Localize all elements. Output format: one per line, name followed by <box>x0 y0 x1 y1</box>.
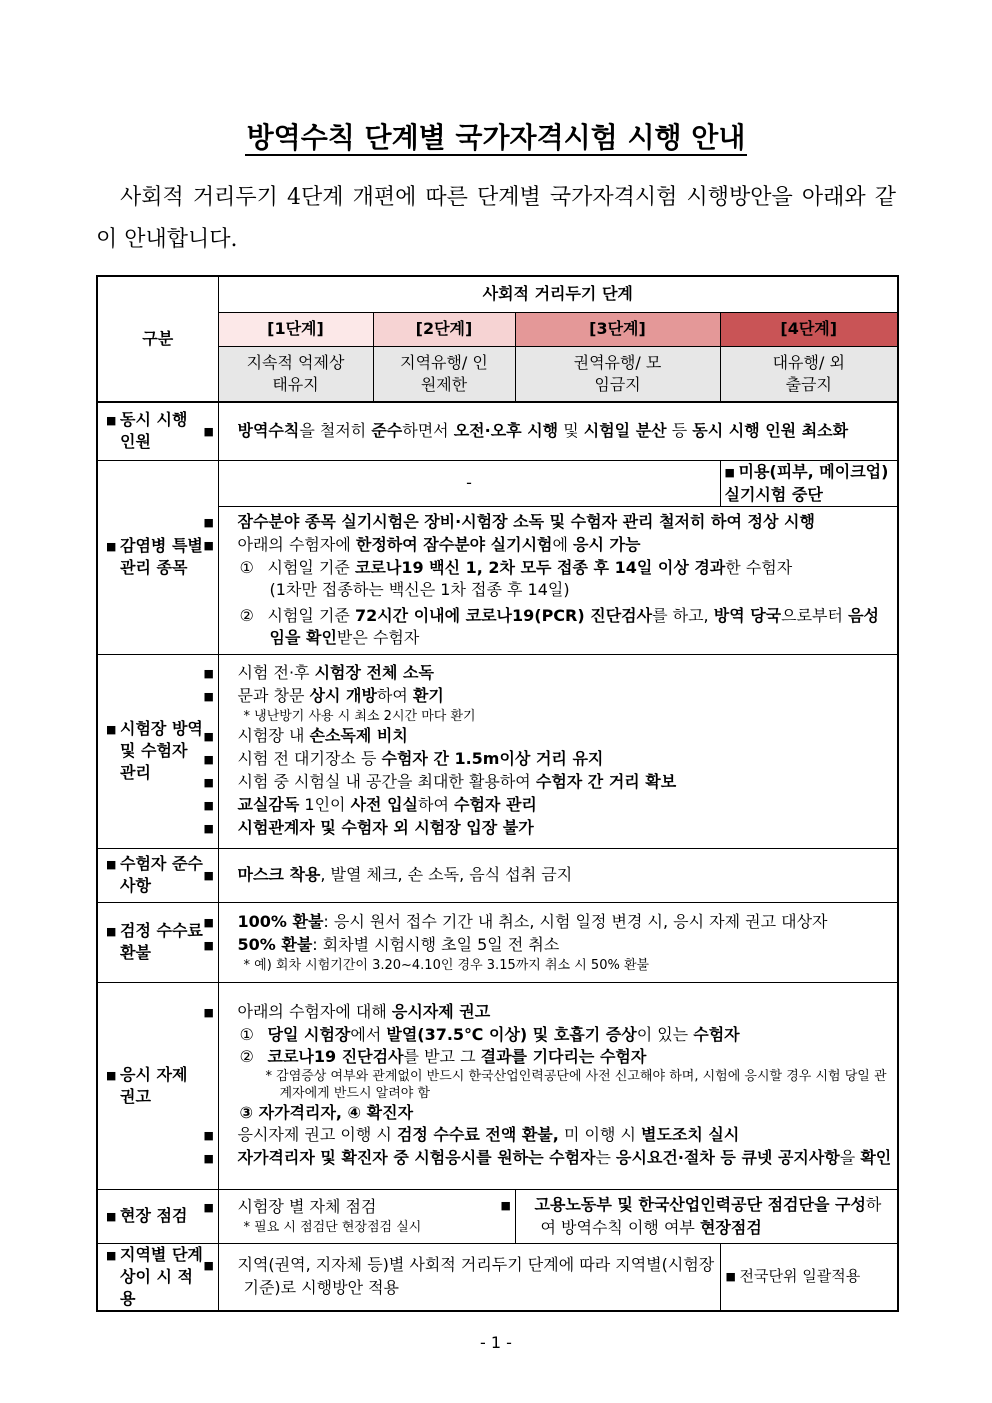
n2d: 방역 당국 <box>713 606 782 625</box>
venue-line-c <box>203 725 893 748</box>
n1c: 한 수험자 <box>725 558 793 577</box>
b3: 하여 <box>376 686 413 705</box>
b1: 전국단위 일괄적용 <box>739 1267 861 1285</box>
n1d: 이 있는 <box>636 1025 694 1044</box>
stage-1-label: [1단계] <box>218 312 373 346</box>
square-bullet-icon: ■ <box>106 540 117 553</box>
stage-4-desc <box>720 346 898 402</box>
document-title <box>0 116 992 156</box>
row-inspection <box>97 1189 898 1243</box>
b1: 응시자제 권고 이행 시 <box>237 1125 397 1144</box>
stage-2-desc <box>373 346 515 402</box>
a1: 100% 환불 <box>237 911 324 931</box>
infection-item-2 <box>224 605 893 649</box>
stage-2-label: [2단계] <box>373 312 515 346</box>
l2a: 아래의 수험자에 <box>237 535 356 554</box>
l2c: 에 <box>552 535 574 554</box>
e2: 수험자 간 거리 확보 <box>535 772 677 791</box>
inspection-official <box>500 1189 898 1243</box>
row-head-refund <box>97 902 218 982</box>
n1c: 발열(37.5℃ 이상) 및 호흡기 증상 <box>386 1025 637 1044</box>
n2: ② <box>239 1047 254 1066</box>
t4: 하면서 <box>402 420 454 440</box>
infection-stop <box>720 460 898 506</box>
b4: 환기 <box>412 686 444 705</box>
a1: 마스크 착용 <box>237 864 321 884</box>
document-title-text: 방역수칙 단계별 국가자격시험 시행 안내 <box>246 121 746 154</box>
row-head-infection <box>97 460 218 654</box>
regional-main-line <box>203 1254 715 1299</box>
infection-dash: - <box>218 460 720 506</box>
a2: 시험장 전체 소독 <box>314 663 434 682</box>
square-bullet-icon: ■ <box>203 822 214 835</box>
n2b: 72시간 이내에 코로나19(PCR) 진단검사 <box>354 606 653 625</box>
infection-item-1 <box>224 557 893 579</box>
f3: 사전 입실 <box>350 795 418 814</box>
row-head-venue <box>97 654 218 848</box>
c5: 확인 <box>860 1148 892 1167</box>
infection-line-1-text: 잠수분야 종목 실기시험은 장비·시험장 소독 및 수험자 관리 철저히 하여 정상 시행 <box>237 512 815 531</box>
square-bullet-icon: ■ <box>500 1198 511 1212</box>
f1: 교실감독 <box>237 795 300 814</box>
stage-4-label: [4단계] <box>720 312 898 346</box>
t9: 동시 시행 인원 최소화 <box>692 420 849 440</box>
c1: 시험장 내 <box>237 726 310 745</box>
row-infection-top <box>97 460 898 506</box>
f4: 하여 <box>418 795 454 814</box>
a1: 지역(권역, 지자체 등)별 사회적 거리두기 단계에 따라 지역별(시험장 기준)로 시행방안 적용 <box>237 1255 715 1297</box>
f5: 수험자 관리 <box>454 795 537 814</box>
t8: 등 <box>666 420 693 440</box>
row-venue <box>97 654 898 848</box>
venue-line-d <box>203 748 893 771</box>
e1: 시험 중 시험실 내 공간을 최대한 활용하여 <box>237 772 536 791</box>
refrain-line-a <box>203 1001 893 1024</box>
venue-line-f <box>203 794 893 817</box>
a1: 시험장 별 자체 점검 <box>237 1197 377 1216</box>
square-bullet-icon: ■ <box>106 414 117 428</box>
row-infection-body <box>97 506 898 654</box>
b4: 별도조치 실시 <box>641 1125 740 1144</box>
b1: 고용노동부 및 한국산업인력공단 점검단을 구성 <box>534 1194 866 1214</box>
b3: 미 이행 시 <box>558 1125 642 1144</box>
square-bullet-icon: ■ <box>106 723 117 736</box>
a2: , 발열 체크, 손 소독, 음식 섭취 금지 <box>320 864 573 884</box>
row-body-concurrent <box>203 402 898 460</box>
a1: 아래의 수험자에 대해 <box>237 1002 392 1021</box>
inspection-note: * 필요 시 점검단 현장점검 실시 <box>243 1220 422 1235</box>
venue-line-g <box>203 817 893 840</box>
row-concurrent <box>97 402 898 460</box>
square-bullet-icon: ■ <box>203 1006 214 1019</box>
t7: 시험일 분산 <box>583 420 667 440</box>
compliance-line <box>203 864 893 887</box>
row-body-compliance <box>203 848 898 902</box>
row-body-refund <box>203 902 898 982</box>
d1: 시험 전 대기장소 등 <box>237 749 382 768</box>
t2: 을 철저히 <box>299 420 372 440</box>
c2: 손소독제 비치 <box>309 726 408 745</box>
t3: 준수 <box>371 420 403 440</box>
n1e: 수험자 <box>693 1025 740 1044</box>
n2c: 결과를 기다리는 수험자 <box>480 1047 647 1066</box>
stage-3-desc-text: 권역유행/ 모임금지 <box>573 352 662 394</box>
square-bullet-icon: ■ <box>203 1201 214 1214</box>
n2g: 받은 수험자 <box>336 628 420 647</box>
n1: ① <box>239 558 254 577</box>
row-head-regional-text: 지역별 단계 상이 시 적용 <box>120 1244 203 1308</box>
c4: 을 <box>839 1148 861 1167</box>
stage-1-desc <box>218 346 373 402</box>
n1a: 당일 시험장 <box>267 1025 351 1044</box>
regional-national <box>720 1243 898 1311</box>
square-bullet-icon: ■ <box>203 776 214 789</box>
concurrent-line <box>203 420 893 443</box>
c3: 응시요건·절차 등 큐넷 공지사항 <box>616 1148 840 1167</box>
row-head-refrain <box>97 982 218 1189</box>
square-bullet-icon: ■ <box>203 667 214 680</box>
c1: 자가격리자 및 확진자 중 시험응시를 원하는 수험자 <box>237 1148 596 1167</box>
square-bullet-icon: ■ <box>203 539 214 552</box>
inspection-self-line <box>203 1196 510 1219</box>
row-head-infection-text: 감염병 특별 관리 종목 <box>120 536 203 577</box>
stage-header: 사회적 거리두기 단계 <box>218 276 898 312</box>
stage-2-desc-text: 지역유행/ 인원제한 <box>400 352 488 394</box>
n2: ② <box>239 606 254 625</box>
square-bullet-icon: ■ <box>106 1209 117 1223</box>
f2: 1인이 <box>299 795 351 814</box>
inspection-self <box>203 1189 515 1243</box>
square-bullet-icon: ■ <box>106 925 117 938</box>
b1: 50% 환불 <box>237 934 313 954</box>
guidance-table <box>96 275 899 1312</box>
refrain-note: * 감염증상 여부와 관계없이 반드시 한국산업인력공단에 사전 신고해야 하며, 시험에 응시할 경우 시험 당일 관계자에게 반드시 알려야 함 <box>265 1069 887 1101</box>
g1: 시험관계자 및 수험자 외 시험장 입장 불가 <box>237 818 534 837</box>
refrain-item-3-4: ③ 자가격리자, ④ 확진자 <box>239 1103 414 1122</box>
row-head-inspection-text: 현장 점검 <box>120 1205 188 1225</box>
square-bullet-icon: ■ <box>203 1259 214 1272</box>
header-corner: 구분 <box>97 276 218 402</box>
row-head-inspection <box>97 1189 218 1243</box>
t6: 및 <box>558 420 584 440</box>
b2: 상시 개방 <box>309 686 377 705</box>
n2b: 를 받고 그 <box>403 1047 481 1066</box>
row-head-venue-text: 시험장 방역 및 수험자 관리 <box>120 719 203 782</box>
n2a: 시험일 기준 <box>267 606 355 625</box>
square-bullet-icon: ■ <box>106 1248 117 1262</box>
n2a: 코로나19 진단검사 <box>267 1047 404 1066</box>
square-bullet-icon: ■ <box>203 799 214 812</box>
refrain-line-c <box>203 1147 893 1170</box>
row-head-refrain-text: 응시 자제 권고 <box>120 1064 188 1106</box>
refrain-item-1 <box>224 1024 893 1046</box>
venue-line-b <box>203 685 893 708</box>
page-number: - 1 - <box>480 1333 512 1352</box>
d2: 수험자 간 1.5m이상 거리 유지 <box>381 749 604 768</box>
stage-1-desc-text: 지속적 억제상태유지 <box>246 352 345 394</box>
infection-detail <box>203 506 898 654</box>
n1a: 시험일 기준 <box>267 558 355 577</box>
n1: ① <box>239 1025 254 1044</box>
t5: 오전·오후 시행 <box>453 420 559 440</box>
b2: 검정 수수료 전액 환불, <box>396 1125 559 1144</box>
l2b: 한정하여 잠수분야 실기시험 <box>355 535 553 554</box>
stage-3-desc <box>515 346 720 402</box>
n1b: 에서 <box>350 1025 387 1044</box>
row-head-concurrent <box>97 402 218 460</box>
stage-3-label: [3단계] <box>515 312 720 346</box>
b2: : 회차별 시험시행 초일 5일 전 취소 <box>312 934 560 954</box>
row-compliance <box>97 848 898 902</box>
b1: 문과 창문 <box>237 686 310 705</box>
n2f: 음성임을 확인 <box>269 606 879 647</box>
square-bullet-icon: ■ <box>203 915 214 929</box>
square-bullet-icon: ■ <box>203 424 214 438</box>
n2c: 를 하고, <box>652 606 714 625</box>
square-bullet-icon: ■ <box>106 858 117 871</box>
b3: 현장점검 <box>699 1217 762 1237</box>
row-regional <box>97 1243 898 1311</box>
c2: 는 <box>595 1148 617 1167</box>
row-head-compliance-text: 수험자 준수 사항 <box>120 854 203 895</box>
a1: 시험 전·후 <box>237 663 315 682</box>
square-bullet-icon: ■ <box>203 690 214 703</box>
square-bullet-icon: ■ <box>203 1152 214 1165</box>
square-bullet-icon: ■ <box>203 938 214 952</box>
venue-line-a <box>203 662 893 685</box>
row-refrain <box>97 982 898 1189</box>
inspection-official-line <box>500 1194 893 1239</box>
n1b: 코로나19 백신 1, 2차 모두 접종 후 14일 이상 경과 <box>354 558 726 577</box>
intro-paragraph: 사회적 거리두기 4단계 개편에 따른 단계별 국가자격시험 시행방안을 아래와 같이 안내합니다. <box>96 185 896 252</box>
venue-line-e <box>203 771 893 794</box>
refrain-line-b <box>203 1124 893 1147</box>
row-body-refrain <box>203 982 898 1189</box>
square-bullet-icon: ■ <box>725 1270 736 1283</box>
infection-line-2 <box>203 534 893 557</box>
square-bullet-icon: ■ <box>203 730 214 743</box>
refund-line-a <box>203 911 893 934</box>
venue-note: * 냉난방기 사용 시 최소 2시간 마다 환기 <box>243 709 476 724</box>
refund-note: * 예) 회차 시험기간이 3.20~4.10인 경우 3.15까지 취소 시 50% 환불 <box>243 957 650 973</box>
row-head-regional <box>97 1243 218 1311</box>
row-head-compliance <box>97 848 218 902</box>
square-bullet-icon: ■ <box>203 753 214 766</box>
infection-item-1-note: (1차만 접종하는 백신은 1차 접종 후 14일) <box>269 580 570 599</box>
square-bullet-icon: ■ <box>203 516 214 529</box>
l2d: 응시 가능 <box>573 535 641 554</box>
t1: 방역수칙 <box>237 420 300 440</box>
n2e: 으로부터 <box>781 606 849 625</box>
refund-line-b <box>203 934 893 957</box>
square-bullet-icon: ■ <box>203 1129 214 1142</box>
row-refund <box>97 902 898 982</box>
row-head-concurrent-text: 동시 시행 인원 <box>120 410 188 452</box>
square-bullet-icon: ■ <box>203 868 214 882</box>
row-body-venue <box>203 654 898 848</box>
square-bullet-icon: ■ <box>106 1068 117 1082</box>
square-bullet-icon: ■ <box>724 465 735 479</box>
infection-stop-text: 미용(피부, 메이크업) 실기시험 중단 <box>724 461 889 504</box>
a2: : 응시 원서 접수 기간 내 취소, 시험 일정 변경 시, 응시 자제 권고 대상자 <box>323 911 828 931</box>
infection-line-1 <box>203 511 893 534</box>
regional-main <box>203 1243 720 1311</box>
stage-4-desc-text: 대유행/ 외출금지 <box>772 352 845 394</box>
a2: 응시자제 권고 <box>391 1002 491 1021</box>
b2: 하여 방역수칙 이행 여부 <box>540 1194 882 1237</box>
refrain-item-2 <box>224 1046 893 1068</box>
row-head-refund-text: 검정 수수료 환불 <box>120 921 203 962</box>
